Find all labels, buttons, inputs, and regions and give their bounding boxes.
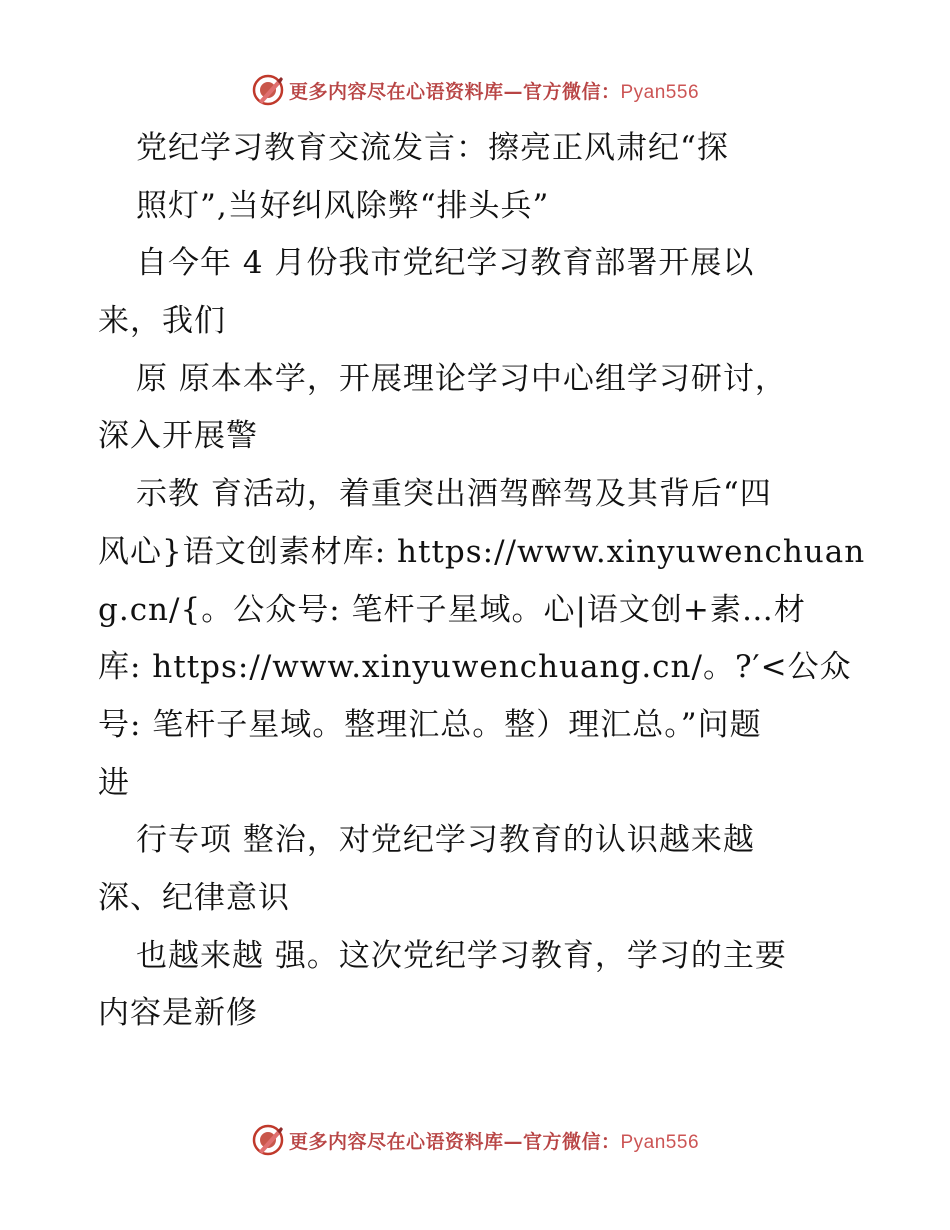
text-line: 党纪学习教育交流发言：擦亮正风肃纪“探: [136, 130, 729, 166]
text-line: 内容是新修: [98, 995, 258, 1032]
pen-logo-icon: [251, 73, 285, 107]
text-line: 风心}语文创素材库: https://www.xinyuwenchuan: [98, 533, 866, 570]
text-line: 自今年 4 月份我市党纪学习教育部署开展以: [136, 245, 755, 282]
document-body: [98, 120, 866, 1043]
text-line: 原 原本本学，开展理论学习中心组学习研讨，: [136, 360, 787, 397]
text-line: 深、纪律意识: [98, 879, 290, 916]
text-line: 深入开展警: [98, 418, 258, 455]
footer-watermark: [0, 1120, 950, 1160]
footer-watermark-text: 更多内容尽在心语资料库—官方微信：Pyan556: [288, 1130, 700, 1153]
header-watermark-text: 更多内容尽在心语资料库—官方微信：Pyan556: [288, 80, 700, 103]
header-watermark: [0, 70, 950, 110]
text-line: 也越来越 强。这次党纪学习教育，学习的主要: [136, 937, 787, 974]
text-line: 库: https://www.xinyuwenchuang.cn/。?′<公众: [98, 649, 852, 686]
text-line: 来，我们: [98, 303, 226, 340]
text-line: 行专项 整治，对党纪学习教育的认识越来越: [136, 822, 755, 859]
pen-logo-icon: [251, 1123, 285, 1157]
text-line: 进: [98, 764, 130, 801]
text-line: 号: 笔杆子星域。整理汇总。整）理汇总。”问题: [98, 706, 762, 743]
text-line: g.cn/{。公众号: 笔杆子星域。心|语文创+素…材: [98, 591, 806, 628]
text-line: 示教 育活动，着重突出酒驾醉驾及其背后“四: [136, 476, 772, 513]
text-line: 照灯”,当好纠风除弊“排头兵”: [136, 187, 550, 224]
